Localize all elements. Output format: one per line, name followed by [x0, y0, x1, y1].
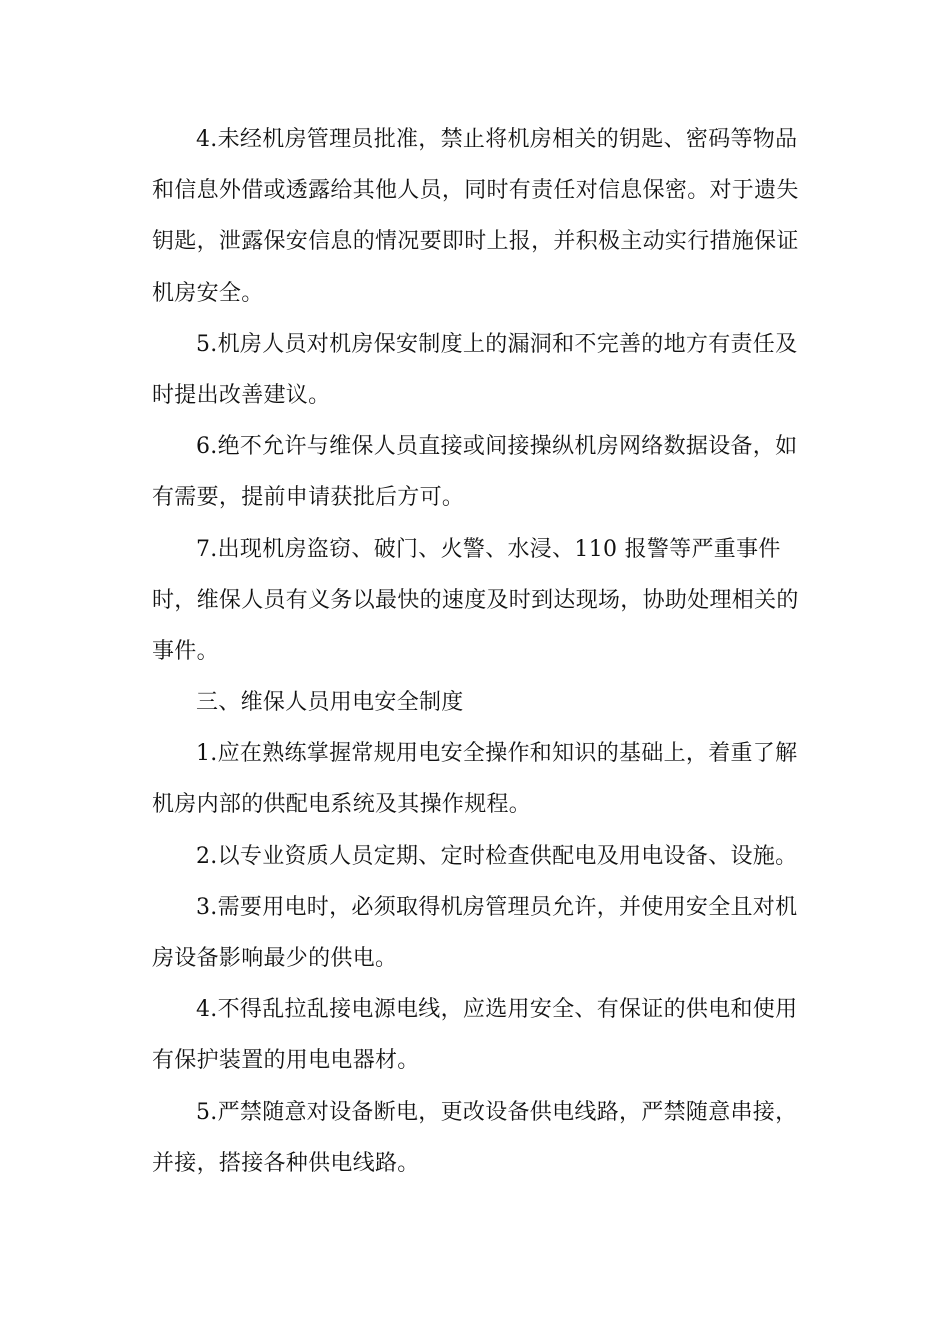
paragraph-line: 7.出现机房盗窃、破门、火警、水浸、110 报警等严重事件	[196, 536, 781, 562]
document-body	[152, 114, 802, 1189]
paragraph-line: 1.应在熟练掌握常规用电安全操作和知识的基础上，着重了解	[196, 741, 798, 767]
paragraph-line: 事件。	[152, 638, 219, 664]
paragraph-line: 时提出改善建议。	[152, 382, 331, 408]
paragraph-line: 并接，搭接各种供电线路。	[152, 1150, 420, 1176]
paragraph-line: 5.严禁随意对设备断电，更改设备供电线路，严禁随意串接，	[196, 1099, 798, 1125]
paragraph-line: 有保护装置的用电电器材。	[152, 1048, 420, 1074]
paragraph-line: 钥匙，泄露保安信息的情况要即时上报，并积极主动实行措施保证	[152, 229, 799, 255]
paragraph-line: 和信息外借或透露给其他人员，同时有责任对信息保密。对于遗失	[152, 178, 799, 204]
paragraph-line: 机房安全。	[152, 280, 264, 306]
paragraph-line: 5.机房人员对机房保安制度上的漏洞和不完善的地方有责任及	[196, 331, 798, 357]
paragraph-line: 有需要，提前申请获批后方可。	[152, 485, 465, 511]
paragraph-line: 机房内部的供配电系统及其操作规程。	[152, 792, 532, 818]
paragraph-line: 时，维保人员有义务以最快的速度及时到达现场，协助处理相关的	[152, 587, 799, 613]
paragraph-line: 6.绝不允许与维保人员直接或间接操纵机房网络数据设备，如	[196, 434, 798, 460]
paragraph-line: 2.以专业资质人员定期、定时检查供配电及用电设备、设施。	[196, 843, 798, 869]
paragraph-line: 4.不得乱拉乱接电源电线，应选用安全、有保证的供电和使用	[196, 997, 798, 1023]
paragraph-line: 房设备影响最少的供电。	[152, 946, 398, 971]
paragraph-line: 3.需要用电时，必须取得机房管理员允许，并使用安全且对机	[196, 894, 798, 920]
section-heading: 三、维保人员用电安全制度	[196, 690, 464, 716]
paragraph-line: 4.未经机房管理员批准，禁止将机房相关的钥匙、密码等物品	[196, 127, 798, 152]
